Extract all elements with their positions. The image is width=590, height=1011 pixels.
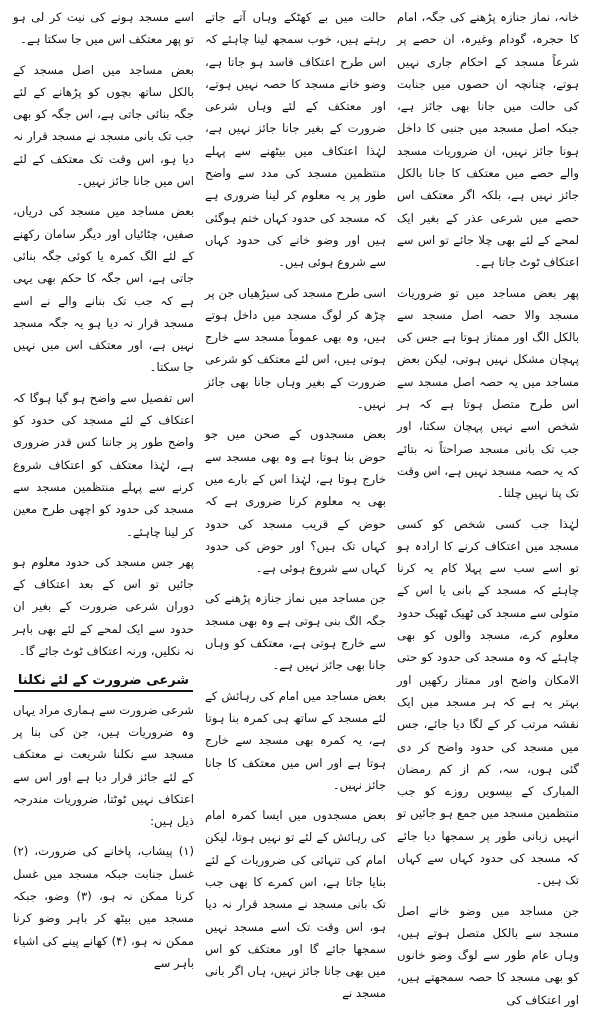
column-right (392, 6, 584, 1007)
paragraph: (۱) پیشاب، پاخانے کی ضرورت، (۲) غسل جنابت جبکہ مسجد میں غسل کرنا ممکن نہ ہو، (۳) وضو، جبکہ مسجد میں بیٹھ کر باہر وضو کرنا ممکن نہ ہو، (۴) کھانے پینے کی اشیاء باہر سے (13, 844, 194, 970)
section-heading-text: شرعی ضرورت کے لئے نکلنا (14, 673, 193, 692)
paragraph: لہٰذا جب کسی شخص کو کسی مسجد میں اعتکاف کرنے کا ارادہ ہو تو اسے سب سے پہلا کام یہ کرنا چاہئے کہ مسجد کے بانی یا اس کے متولی سے مسجد کی ٹھیک ٹھیک حدود معلوم کرے، مسجد والوں کو بھی چاہئے کہ وہ مسجد کی حدود کو حتی الامکان واضح اور ممتاز رکھیں اور بہتر یہ ہے کہ ہر مسجد میں ایک نقشہ مرتب کر کے لگا دیا جائے، جس میں مسجد کی حدود واضح کر دی گئی ہوں، سہ، کم از کم رمضان المبارک کے بیسویں روزے کو جب منتظمین مسجد میں جمع ہو جائیں تو انہیں زبانی طور پر سمجھا دیا جائے کہ مسجد کی حدود کہاں سے کہاں تک ہیں۔ (397, 516, 579, 888)
column-middle (200, 6, 392, 1001)
paragraph: شرعی ضرورت سے ہماری مراد یہاں وہ ضروریات ہیں، جن کی بنا پر مسجد سے نکلنا شریعت نے معتکف کے لئے جائز قرار دیا ہے اور اس سے اعتکاف نہیں ٹوٹتا، ضروریات مندرجہ ذیل ہیں: (13, 702, 194, 829)
section-heading (13, 670, 194, 692)
paragraph: حالت میں بے کھٹکے وہاں آتے جاتے رہتے ہیں، خوب سمجھ لینا چاہئے کہ اس طرح اعتکاف فاسد ہو جاتا ہے، وضو خانے مسجد کا حصہ نہیں ہوتے، اور معتکف کے لئے وہاں شرعی ضرورت کے بغیر جانا جائز نہیں ہے، لہٰذا اعتکاف میں بیٹھنے سے پہلے منتظمین مسجد کی مدد سے واضح طور پر یہ معلوم کر لینا ضروری ہے کہ مسجد کی حدود کہاں ختم ہوگئی ہیں اور وضو خانے کی حدود کہاں سے شروع ہوئی ہیں۔ (205, 10, 386, 270)
paragraph: خانہ، نماز جنازہ پڑھنے کی جگہ، امام کا حجرہ، گودام وغیرہ، ان حصے پر شرعاً مسجد کے احکام جاری نہیں ہوتے، چنانچہ ان حصوں میں جنابت کی حالت میں جانا بھی جائز ہے، جبکہ اصل مسجد میں جنبی کا داخل ہونا جائز نہیں، ان ضروریات مسجد والے حصے میں معتکف کا جانا بالکل جائز نہیں ہے، بلکہ اگر معتکف اس حصے میں شرعی عذر کے بغیر ایک لمحے کے لئے بھی چلا جائے تو اس سے اعتکاف ٹوٹ جاتا ہے۔ (397, 10, 579, 270)
paragraph: بعض مسجدوں کے صحن میں جو حوض بنا ہوتا ہے وہ بھی مسجد سے خارج ہوتا ہے، لہٰذا اس کے بارے میں بھی یہ معلوم کرنا ضروری ہے کہ حوض کے قریب مسجد کی حدود کہاں تک ہیں؟ اور حوض کی حدود کہاں سے شروع ہوئی ہے۔ (205, 427, 386, 576)
column-left (8, 6, 200, 970)
paragraph: بعض مساجد میں مسجد کی دریاں، صفیں، چٹائیاں اور دیگر سامان رکھنے کے لئے الگ کمرہ یا کوئی جگہ بنائی جاتی ہے، اس جگہ کا حکم بھی یہی ہے کہ جب تک بنانے والے نے اسے مسجد قرار نہ دیا ہو یہ جگہ مسجد نہیں ہے، اور معتکف اس میں نہیں جا سکتا۔ (13, 204, 194, 375)
paragraph: اس تفصیل سے واضح ہو گیا ہوگا کہ اعتکاف کے لئے مسجد کی حدود کو واضح طور پر جاننا کس قدر ضروری ہے، لہٰذا معتکف کو اعتکاف شروع کرنے سے پہلے منتظمین مسجد سے مسجد کی حدود کو اچھی طرح معین کر لینا چاہئے۔ (13, 390, 194, 539)
paragraph: پھر بعض مساجد میں تو ضروریات مسجد والا حصہ اصل مسجد سے بالکل الگ اور ممتاز ہوتا ہے جس کی پہچان مشکل نہیں ہوتی، لیکن بعض مساجد میں یہ حصہ اصل مسجد سے اس طرح متصل ہوتا ہے کہ ہر شخص اسے نہیں پہچان سکتا، اور جب تک بانی مسجد صراحتاً نہ بتائے کہ یہ حصہ مسجد نہیں ہے، اس وقت تک پتا نہیں چلتا۔ (397, 285, 579, 501)
paragraph: اسی طرح مسجد کی سیڑھیاں جن پر چڑھ کر لوگ مسجد میں داخل ہوتے ہیں، وہ بھی عموماً مسجد سے خارج ہوتی ہیں، اس لئے معتکف کو شرعی ضرورت کے بغیر وہاں جانا بھی جائز نہیں۔ (205, 285, 386, 412)
paragraph: جن مساجد میں نماز جنازہ پڑھنے کی جگہ الگ بنی ہوتی ہے وہ بھی مسجد سے خارج ہوتی ہے، معتکف کو وہاں جانا بھی جائز نہیں ہے۔ (205, 591, 386, 673)
paragraph: پھر جس مسجد کی حدود معلوم ہو جائیں تو اس کے بعد اعتکاف کے دوران شرعی ضرورت کے بغیر ان حدود سے ایک لمحے کے لئے بھی باہر نہ نکلیں، ورنہ اعتکاف ٹوٹ جائے گا۔ (13, 554, 194, 659)
paragraph: جن مساجد میں وضو خانے اصل مسجد سے بالکل متصل ہوتے ہیں، وہاں عام طور سے لوگ وضو خانوں کو بھی مسجد کا حصہ سمجھتے ہیں، اور اعتکاف کی (397, 903, 579, 1007)
paragraph: بعض مساجد میں امام کی رہائش کے لئے مسجد کے ساتھ ہی کمرہ بنا ہوتا ہے، یہ کمرہ بھی مسجد سے خارج ہوتا ہے اور اس میں معتکف کا جانا جائز نہیں۔ (205, 688, 386, 792)
paragraph: بعض مسجدوں میں ایسا کمرہ امام کی رہائش کے لئے تو نہیں ہوتا، لیکن امام کی تنہائی کی ضروریات کے لئے بنایا جاتا ہے، اس کمرے کا بھی جب تک بانی مسجد نے مسجد قرار نہ دیا ہو، اس وقت تک اسے مسجد نہیں سمجھا جائے گا اور معتکف کو اس میں بھی جانا جائز نہیں، ہاں اگر بانی مسجد نے (205, 808, 386, 1001)
paragraph: بعض مساجد میں اصل مسجد کے بالکل ساتھ بچوں کو پڑھانے کے لئے جگہ بنائی جاتی ہے، اس جگہ کو بھی جب تک بانی مسجد نے مسجد قرار نہ دیا ہو، اس وقت تک معتکف کے لئے اس میں جانا جائز نہیں۔ (13, 62, 194, 189)
paragraph: اسے مسجد ہونے کی نیت کر لی ہو تو پھر معتکف اس میں جا سکتا ہے۔ (13, 10, 194, 47)
